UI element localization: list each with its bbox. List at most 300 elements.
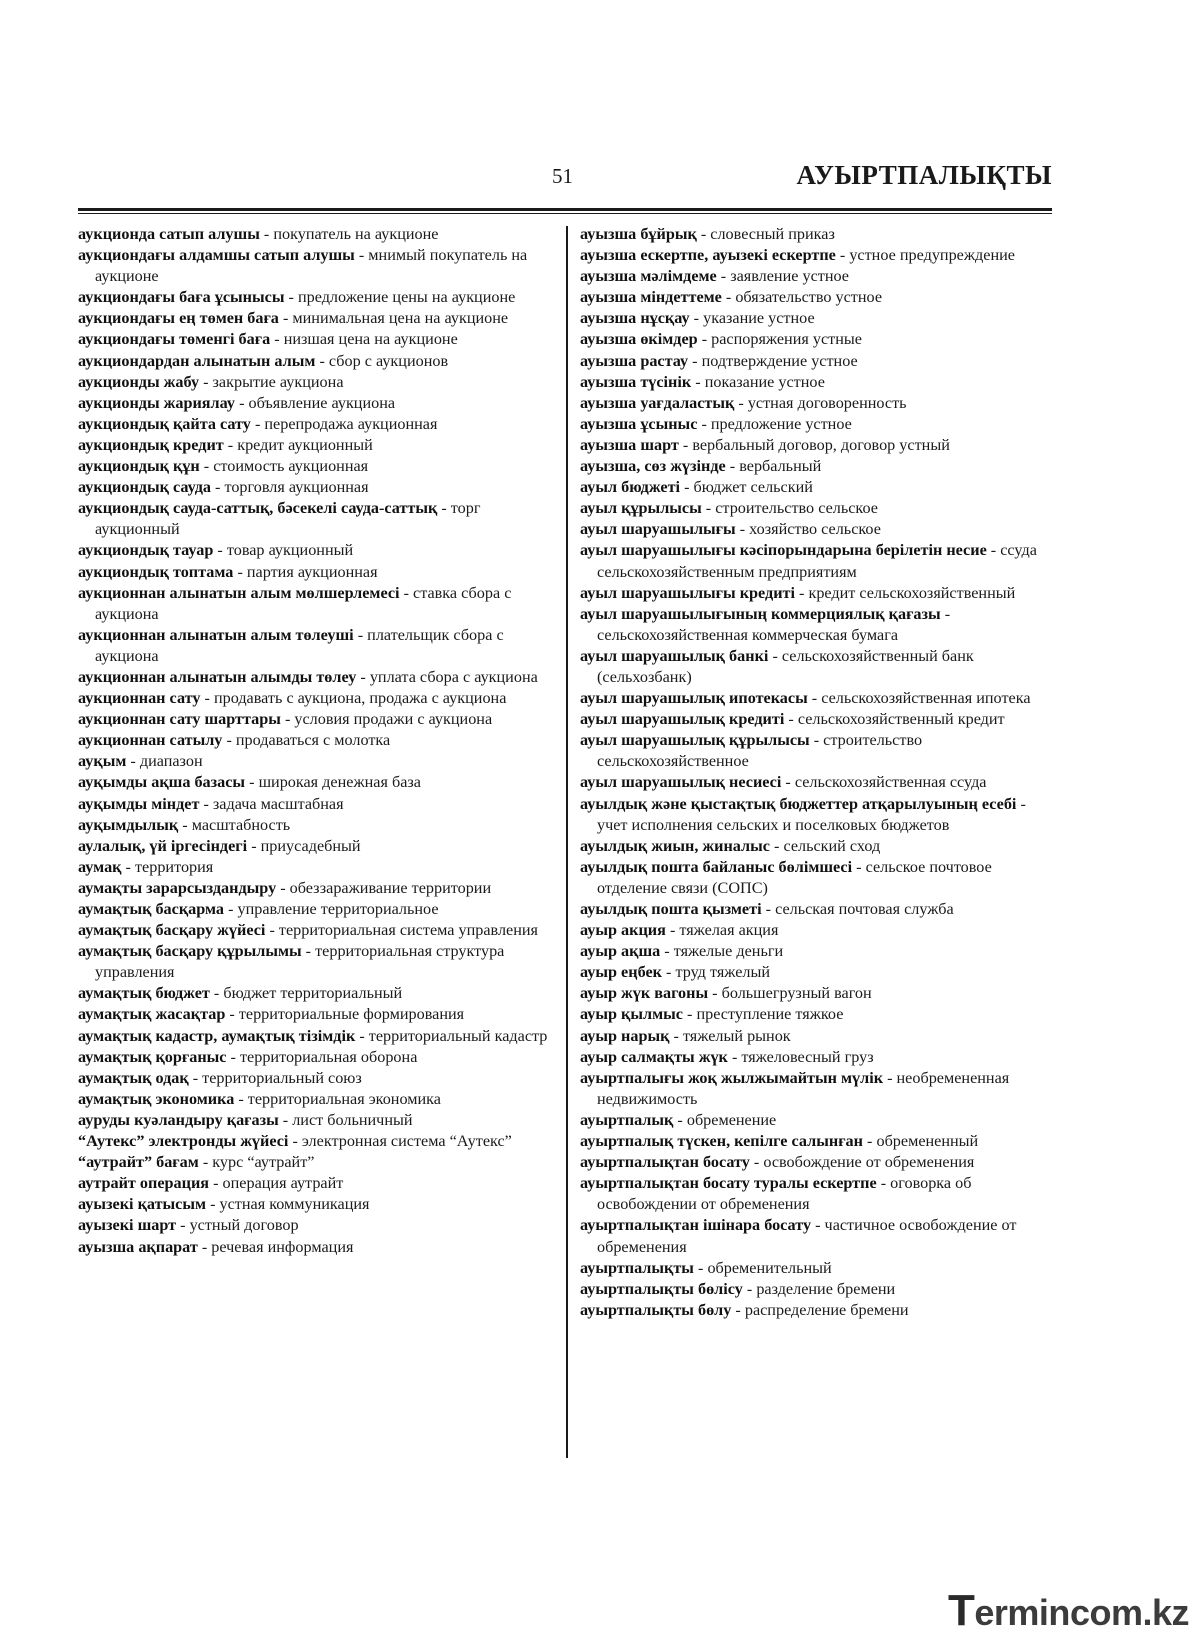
dictionary-entry [580, 1300, 1060, 1321]
entry-term: аукционда сатып алушы [78, 225, 260, 243]
dictionary-entry [580, 583, 1060, 604]
entry-separator: - [835, 246, 850, 265]
dictionary-entry [78, 941, 548, 983]
dictionary-entry [78, 351, 548, 372]
entry-separator: - [940, 604, 951, 623]
entry-term: ауыл шаруашылығы кредиті [580, 583, 795, 602]
dictionary-entry [580, 1279, 1060, 1300]
entry-separator: - [278, 1110, 293, 1129]
entry-definition: тяжелый рынок [682, 1026, 791, 1045]
entry-separator: - [769, 836, 784, 855]
entry-definition: территориальная система управления [278, 921, 538, 940]
header-rule-thin [78, 213, 1052, 214]
entry-term: аукциондағы ең төмен баға [78, 309, 279, 328]
dictionary-entry [78, 836, 548, 857]
entry-separator: - [265, 921, 279, 940]
entry-definition: ссуда сельскохозяйственным предприятиям [597, 541, 1037, 581]
entry-separator: - [682, 1005, 697, 1024]
entry-separator: - [288, 1132, 302, 1151]
entry-term: ауыл шаруашылығы [580, 520, 736, 539]
entry-definition: плательщик сбора с аукциона [95, 625, 504, 665]
entry-separator: - [665, 921, 680, 940]
entry-definition: бюджет сельский [693, 478, 813, 497]
entry-definition: словесный приказ [710, 225, 835, 243]
entry-separator: - [121, 857, 135, 876]
entry-term: аукциондық кредит [78, 435, 224, 454]
entry-definition: продаваться с молотка [235, 731, 391, 750]
entry-definition: частичное освобождение от обременения [597, 1216, 1017, 1256]
entry-term: ауыртпалықты бөлісу [580, 1279, 743, 1298]
entry-separator: - [807, 689, 822, 708]
entry-definition: минимальная цена на аукционе [292, 309, 509, 328]
entry-separator: - [276, 878, 290, 897]
entry-term: ауруды куәландыру қағазы [78, 1110, 279, 1129]
entry-separator: - [225, 1005, 239, 1024]
entry-term: ауызша бұйрық [580, 225, 697, 243]
dictionary-entry [78, 625, 548, 667]
entry-term: аукциондық құн [78, 457, 200, 476]
entry-term: ауыл шаруашылығы кәсіпорындарына берілетін несие [580, 541, 987, 560]
logo-c: c [1069, 1592, 1090, 1633]
entry-separator: - [734, 393, 748, 412]
entry-separator: - [794, 583, 809, 602]
entry-term: ауызша ақпарат [78, 1237, 198, 1256]
entry-definition: вербальный договор, договор устный [692, 435, 950, 454]
entry-term: аукциондық қайта сату [78, 414, 251, 433]
entry-term: ауыртпалықтан босату туралы ескертпе [580, 1174, 877, 1193]
entry-term: аукциондағы алдамшы сатып алушы [78, 246, 355, 265]
entry-separator: - [696, 225, 711, 243]
entry-term: ауыртпалықтан босату [580, 1153, 750, 1172]
dictionary-entry [78, 709, 548, 730]
entry-definition: устная коммуникация [219, 1195, 370, 1214]
entry-term: ауқым [78, 752, 127, 771]
entry-term: ауыл құрылысы [580, 499, 702, 518]
entry-term: ауыр салмақты жүк [580, 1047, 728, 1066]
entry-definition: кредит аукционный [237, 435, 373, 454]
entry-definition: обеззараживание территории [289, 878, 492, 897]
entry-separator: - [1016, 794, 1026, 813]
entry-definition: обременение [686, 1110, 777, 1129]
header-rule [78, 208, 1052, 211]
entry-separator: - [852, 857, 866, 876]
dictionary-entry [78, 1110, 548, 1131]
dictionary-entry [78, 477, 548, 498]
dictionary-entry [78, 329, 548, 350]
entry-term: аукционнан алынатын алымды төлеу [78, 667, 357, 686]
entry-definition: кредит сельскохозяйственный [808, 583, 1016, 602]
entry-separator: - [354, 246, 369, 265]
entry-term: аукционнан сату [78, 689, 201, 708]
dictionary-entry [78, 1215, 548, 1236]
entry-definition: продавать с аукциона, продажа с аукциона [213, 689, 507, 708]
dictionary-entry [580, 287, 1060, 308]
entry-separator: - [234, 1089, 248, 1108]
dictionary-entry [580, 498, 1060, 519]
dictionary-entry [580, 1152, 1060, 1173]
entry-term: ауызша, сөз жүзінде [580, 457, 726, 476]
entry-term: ауыртпалық [580, 1110, 674, 1129]
entry-term: аукциондағы төменгі баға [78, 330, 271, 349]
entry-term: ауыл шаруашылығының коммерциялық қағазы [580, 604, 941, 623]
entry-definition: предложение устное [710, 414, 852, 433]
entry-definition: указание устное [703, 309, 815, 328]
dictionary-entry [78, 414, 548, 435]
entry-term: ауыр жүк вагоны [580, 984, 709, 1003]
entry-term: ауызша нұсқау [580, 309, 690, 328]
entry-separator: - [356, 667, 370, 686]
entry-term: ауыл шаруашылық кредиті [580, 710, 785, 729]
entry-separator: - [742, 1279, 757, 1298]
entry-separator: - [761, 900, 776, 918]
entry-term: ауызша шарт [580, 435, 679, 454]
entry-term: аукционды жариялау [78, 393, 236, 412]
dictionary-entry [78, 1047, 548, 1068]
entry-term: ауыртпалық түскен, кепілге салынған [580, 1132, 863, 1151]
entry-definition: торг аукционный [95, 499, 481, 539]
dictionary-entry [580, 224, 1060, 245]
entry-separator: - [176, 1216, 190, 1235]
entry-separator: - [226, 1047, 240, 1066]
entry-term: аукционнан алынатын алым мөлшерлемесі [78, 583, 400, 602]
entry-term: ауқымдылық [78, 815, 179, 834]
dictionary-entry [580, 772, 1060, 793]
entry-separator: - [693, 1258, 708, 1277]
dictionary-entry [78, 372, 548, 393]
entry-term: аумақтық басқарма [78, 900, 225, 918]
dictionary-entry [580, 983, 1060, 1004]
dictionary-entry [580, 857, 1060, 899]
entry-separator: - [721, 288, 736, 307]
entry-definition: учет исполнения сельских и поселковых бюджетов [597, 815, 950, 834]
entry-term: аумақтық бюджет [78, 984, 210, 1003]
entry-separator: - [661, 963, 676, 982]
dictionary-entry [78, 667, 548, 688]
entry-separator: - [200, 689, 214, 708]
entry-separator: - [301, 942, 316, 961]
entry-separator: - [883, 1068, 897, 1087]
entry-definition: масштабность [191, 815, 291, 834]
entry-separator: - [727, 1047, 742, 1066]
entry-separator: - [731, 1300, 745, 1319]
entry-term: аукциондық сауда [78, 478, 211, 497]
entry-definition: распоряжения устные [711, 330, 862, 349]
entry-separator: - [437, 499, 451, 518]
entry-definition: обремененный [876, 1132, 979, 1151]
entry-term: ауыртпалықты бөлу [580, 1300, 732, 1319]
dictionary-entry [78, 1173, 548, 1194]
entry-definition: электронная система “Аутекс” [301, 1132, 512, 1151]
dictionary-entry [580, 393, 1060, 414]
entry-term: ауыл шаруашылық банкі [580, 646, 769, 665]
entry-definition: сельскохозяйственная ссуда [794, 773, 987, 792]
entry-separator: - [210, 478, 225, 497]
dictionary-entry [78, 1026, 548, 1047]
dictionary-entry [580, 351, 1060, 372]
entry-term: ауызекі шарт [78, 1216, 177, 1235]
logo-letter: T [948, 1586, 975, 1635]
entry-definition: территориальная оборона [239, 1047, 418, 1066]
entry-separator: - [233, 562, 247, 581]
dictionary-entry [580, 329, 1060, 350]
entry-definition: бюджет территориальный [223, 984, 403, 1003]
page-number: 51 [552, 164, 573, 188]
entry-separator: - [811, 1216, 825, 1235]
entry-term: ауызша мәлімдеме [580, 267, 717, 286]
dictionary-entry [580, 709, 1060, 730]
logo-text: ermin [974, 1592, 1070, 1633]
entry-definition: территориальная экономика [247, 1089, 441, 1108]
entry-definition: вербальный [739, 457, 822, 476]
entry-separator: - [691, 372, 705, 391]
dictionary-entry [580, 941, 1060, 962]
entry-separator: - [689, 309, 704, 328]
entry-separator: - [809, 731, 824, 750]
entry-term: аумақтық экономика [78, 1089, 235, 1108]
entry-term: ауыртпалығы жоқ жылжымайтын мүлік [580, 1068, 884, 1087]
entry-term: ауызша түсінік [580, 372, 692, 391]
entry-definition: тяжелые деньги [673, 942, 784, 961]
logo-domain: m.kz [1110, 1592, 1189, 1633]
site-logo [948, 1586, 1189, 1636]
entry-term: ауызекі қатысым [78, 1195, 207, 1214]
dictionary-entry [580, 688, 1060, 709]
entry-separator: - [688, 351, 702, 370]
entry-separator: - [735, 520, 750, 539]
entry-definition: предложение цены на аукционе [297, 288, 516, 307]
entry-term: ауыр нарық [580, 1026, 670, 1045]
entry-definition: территория [134, 857, 214, 876]
entry-term: аумақтық кадастр, аумақтық тізімдік [78, 1026, 356, 1045]
entry-definition: сельскохозяйственная ипотека [821, 689, 1031, 708]
entry-term: ауыр ақша [580, 942, 661, 961]
entry-term: аулалық, үй іргесіндегі [78, 836, 248, 855]
entry-separator: - [224, 900, 238, 918]
entry-term: ауызша өкімдер [580, 330, 698, 349]
entry-separator: - [781, 773, 795, 792]
entry-definition: устный договор [189, 1216, 299, 1235]
entry-separator: - [986, 541, 1001, 560]
entry-separator: - [209, 1174, 223, 1193]
entry-definition: сбор с аукционов [328, 351, 449, 370]
entry-definition: тяжелая акция [679, 921, 779, 940]
column-divider [566, 226, 568, 1458]
entry-separator: - [678, 435, 693, 454]
dictionary-entry [580, 646, 1060, 688]
magnifier-icon: o [1089, 1592, 1111, 1633]
left-column [78, 224, 548, 1258]
dictionary-entry [78, 456, 548, 477]
entry-term: ауызша ескертпе, ауызекі ескертпе [580, 246, 836, 265]
dictionary-entry [580, 1173, 1060, 1215]
entry-definition: сельский сход [783, 836, 881, 855]
entry-definition: сельскохозяйственный банк (сельхозбанк) [597, 646, 974, 686]
entry-separator: - [223, 435, 238, 454]
entry-definition: операция аутрайт [222, 1174, 344, 1193]
entry-separator: - [198, 1153, 213, 1172]
dictionary-entry [580, 456, 1060, 477]
entry-separator: - [235, 393, 249, 412]
dictionary-entry [78, 983, 548, 1004]
entry-term: ауызша растау [580, 351, 689, 370]
entry-term: аукционнан сатылу [78, 731, 223, 750]
entry-definition: обязательство устное [735, 288, 883, 307]
entry-separator: - [247, 836, 261, 855]
entry-definition: партия аукционная [246, 562, 378, 581]
entry-separator: - [206, 1195, 220, 1214]
entry-separator: - [876, 1174, 891, 1193]
entry-definition: территориальный кадастр [368, 1026, 548, 1045]
dictionary-entry [78, 245, 548, 287]
entry-separator: - [199, 457, 214, 476]
entry-separator: - [199, 372, 213, 391]
entry-separator: - [708, 984, 722, 1003]
dictionary-entry [78, 688, 548, 709]
dictionary-entry [580, 477, 1060, 498]
entry-definition: распределение бремени [744, 1300, 909, 1319]
entry-term: аукционды жабу [78, 372, 200, 391]
entry-term: аукциондық сауда-саттық, бәсекелі сауда-саттық [78, 499, 438, 518]
entry-term: аукциондық топтама [78, 562, 234, 581]
entry-separator: - [278, 309, 293, 328]
entry-definition: труд тяжелый [675, 963, 771, 982]
entry-separator: - [784, 710, 798, 729]
entry-definition: закрытие аукциона [212, 372, 344, 391]
entry-definition: ставка сбора с аукциона [95, 583, 512, 623]
dictionary-entry [78, 308, 548, 329]
dictionary-entry [580, 414, 1060, 435]
entry-term: ауыр қылмыс [580, 1005, 683, 1024]
entry-separator: - [284, 288, 298, 307]
dictionary-entry [580, 308, 1060, 329]
entry-term: ауқымды міндет [78, 794, 200, 813]
entry-definition: строительство сельскохозяйственное [597, 731, 923, 771]
entry-term: ауыл шаруашылық ипотекасы [580, 689, 808, 708]
entry-separator: - [126, 752, 140, 771]
entry-definition: хозяйство сельское [749, 520, 881, 539]
entry-term: ауыр еңбек [580, 963, 662, 982]
entry-definition: территориальный союз [202, 1068, 362, 1087]
dictionary-entry [78, 562, 548, 583]
entry-separator: - [197, 1237, 212, 1256]
dictionary-entry [78, 751, 548, 772]
entry-separator: - [716, 267, 731, 286]
dictionary-entry [580, 519, 1060, 540]
entry-separator: - [270, 330, 284, 349]
dictionary-entry [580, 836, 1060, 857]
entry-separator: - [213, 541, 227, 560]
entry-separator: - [399, 583, 414, 602]
entry-term: ауылдық және қыстақтық бюджеттер атқарылуының есебі [580, 794, 1017, 813]
dictionary-entry [78, 583, 548, 625]
dictionary-entry [580, 435, 1060, 456]
entry-definition: устное предупреждение [849, 246, 1015, 265]
entry-definition: освобождение от обременения [763, 1153, 975, 1172]
dictionary-entry [580, 1047, 1060, 1068]
entry-definition: условия продажи с аукциона [294, 710, 493, 729]
entry-term: ауыртпалықты [580, 1258, 694, 1277]
entry-definition: сельскохозяйственный кредит [797, 710, 1005, 729]
entry-term: аумақтық жасақтар [78, 1005, 226, 1024]
dictionary-entry [580, 266, 1060, 287]
entry-definition: строительство сельское [715, 499, 878, 518]
dictionary-entry [580, 899, 1060, 920]
entry-separator: - [259, 225, 274, 243]
entry-separator: - [280, 710, 295, 729]
dictionary-entry [580, 1110, 1060, 1131]
entry-separator: - [749, 1153, 764, 1172]
entry-term: аукциондағы баға ұсынысы [78, 288, 285, 307]
entry-term: аукционнан сату шарттары [78, 710, 281, 729]
entry-definition: речевая информация [211, 1237, 354, 1256]
entry-definition: территориальные формирования [238, 1005, 465, 1024]
entry-definition: показание устное [704, 372, 825, 391]
entry-definition: стоимость аукционная [213, 457, 369, 476]
dictionary-entry [580, 372, 1060, 393]
dictionary-entry [78, 730, 548, 751]
dictionary-entry [78, 1068, 548, 1089]
entry-definition: диапазон [139, 752, 203, 771]
entry-definition: обременительный [707, 1258, 832, 1277]
entry-term: ауылдық пошта байланыс бөлімшесі [580, 857, 853, 876]
entry-definition: объявление аукциона [248, 393, 396, 412]
entry-term: аумақты зарарсыздандыру [78, 878, 277, 897]
dictionary-entry [78, 920, 548, 941]
entry-term: ауыл шаруашылық несиесі [580, 773, 782, 792]
dictionary-entry [580, 245, 1060, 266]
dictionary-entry [78, 1194, 548, 1215]
entry-separator: - [669, 1026, 683, 1045]
entry-term: аумақтық одақ [78, 1068, 189, 1087]
entry-definition: лист больничный [292, 1110, 413, 1129]
entry-definition: курс “аутрайт” [212, 1153, 315, 1172]
entry-term: аумақ [78, 857, 122, 876]
entry-term: аумақтық басқару құрылымы [78, 942, 302, 961]
entry-definition: низшая цена на аукционе [283, 330, 458, 349]
dictionary-entry [580, 794, 1060, 836]
dictionary-entry [78, 435, 548, 456]
entry-term: “аутрайт” бағам [78, 1153, 199, 1172]
entry-definition: территориальная структура управления [95, 942, 505, 982]
entry-separator: - [680, 478, 694, 497]
entry-separator: - [697, 330, 712, 349]
entry-separator: - [222, 731, 236, 750]
entry-definition: сельская почтовая служба [775, 900, 954, 918]
dictionary-entry [580, 604, 1060, 646]
entry-definition: необремененная недвижимость [597, 1068, 1010, 1108]
entry-definition: тяжеловесный груз [741, 1047, 874, 1066]
entry-definition: сельскохозяйственная коммерческая бумага [597, 625, 899, 644]
entry-separator: - [701, 499, 716, 518]
dictionary-entry [580, 962, 1060, 983]
dictionary-entry [78, 899, 548, 920]
entry-separator: - [250, 414, 265, 433]
entry-definition: сельское почтовое отделение связи (СОПС) [597, 857, 992, 897]
dictionary-entry [78, 794, 548, 815]
dictionary-entry [78, 1152, 548, 1173]
dictionary-entry [580, 730, 1060, 772]
entry-separator: - [697, 414, 711, 433]
entry-definition: устная договоренность [747, 393, 907, 412]
entry-definition: большегрузный вагон [721, 984, 872, 1003]
entry-definition: приусадебный [260, 836, 361, 855]
dictionary-entry [580, 1004, 1060, 1025]
entry-separator: - [355, 1026, 369, 1045]
entry-separator: - [862, 1132, 877, 1151]
dictionary-entry [78, 287, 548, 308]
dictionary-entry [580, 1215, 1060, 1257]
dictionary-entry [78, 540, 548, 561]
